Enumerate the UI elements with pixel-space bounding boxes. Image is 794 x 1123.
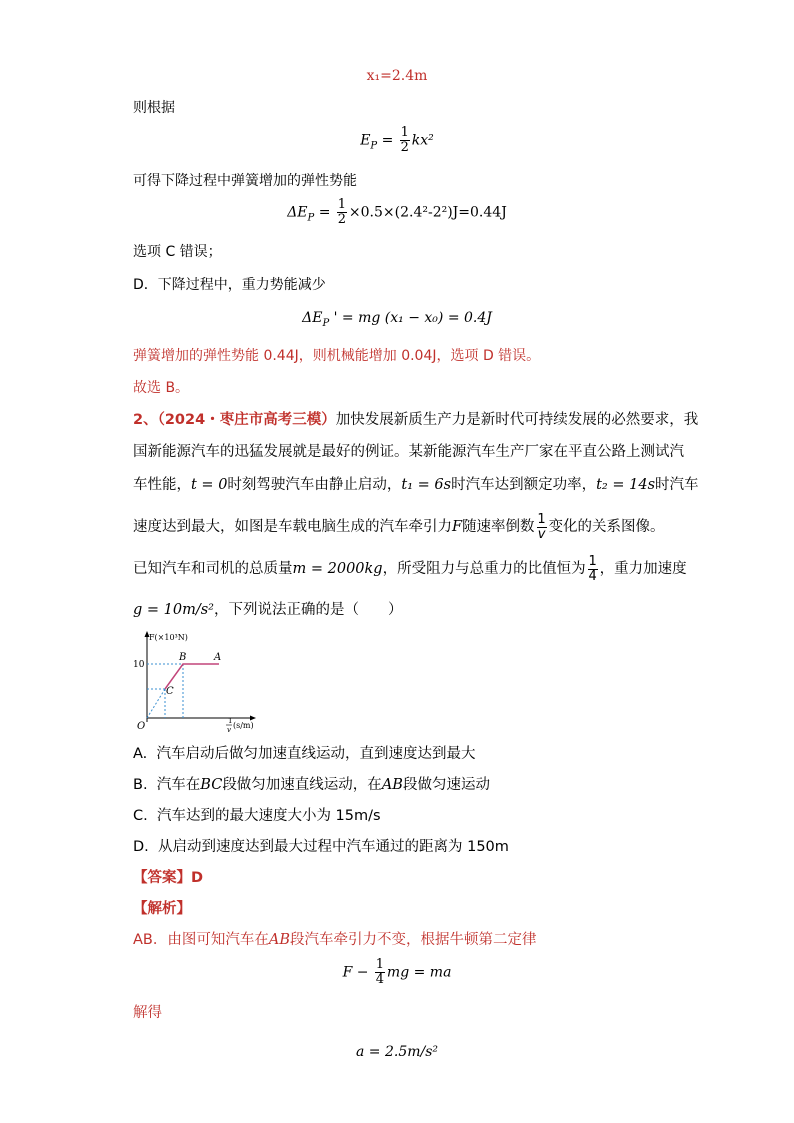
- point-c-label: C: [166, 686, 174, 697]
- origin-label: O: [137, 721, 146, 732]
- answer: 【答案】D: [133, 870, 204, 886]
- text-jiede: 解得: [133, 1005, 162, 1021]
- x1-result: x₁=2.4m: [366, 68, 428, 84]
- fraction: $\frac{1}{4}$: [375, 957, 385, 987]
- point-a-label: A: [214, 652, 222, 663]
- y-axis-label: F(×10³N): [149, 633, 188, 642]
- question-line-5: 已知汽车和司机的总质量m = 2000kg，所受阻力与总重力的比值恒为 $\frac{1}{4}$ ，重力加速度: [133, 553, 687, 584]
- question-line-2: 国新能源汽车的迅猛发展就是最好的例证。某新能源汽车生产厂家在平直公路上测试汽: [133, 444, 684, 460]
- fraction: $\frac{1}{2}$: [337, 197, 347, 227]
- text-conclusion: 弹簧增加的弹性势能 0.44J，则机械能增加 0.04J，选项 D 错误。: [133, 348, 541, 364]
- question-source: （2024・枣庄市高考三模）: [157, 412, 336, 428]
- option-d[interactable]: D. 从启动到速度达到最大过程中汽车通过的距离为 150m: [133, 839, 509, 855]
- x-axis-label-num: 1: [228, 717, 233, 725]
- x-axis-unit: (s/m): [233, 721, 254, 730]
- fraction-1-over-4: $\frac{1}{4}$: [588, 553, 597, 584]
- force-vs-inverse-speed-graph: [132, 630, 262, 735]
- formula-delta-ep-prime: $\Delta E_P$ ' = mg (x₁ − x₀) = 0.4J: [302, 310, 492, 329]
- x-axis-arrow: [250, 716, 256, 721]
- text-ze-genju: 则根据: [133, 100, 175, 116]
- fraction: $\frac{1}{2}$: [400, 125, 409, 155]
- x-axis-label-den: v: [227, 726, 231, 734]
- question-line-1: 2、（2024・枣庄市高考三模）加快发展新质生产力是新时代可持续发展的必然要求，我: [133, 412, 699, 428]
- origin-to-c-dashed: [147, 689, 165, 718]
- formula-ep: $E_P$ = $\frac{1}{2}$ kx²: [360, 125, 434, 155]
- fraction-1-over-v: $\frac{1}{v}$: [537, 511, 546, 542]
- analysis-title: 【解析】: [133, 901, 191, 917]
- question-line-4: 速度达到最大，如图是车载电脑生成的汽车牵引力F随速率倒数 $\frac{1}{v}$ 变化的关系图像。: [133, 511, 665, 542]
- question-line-6: g = 10m/s²，下列说法正确的是（ ）: [133, 602, 403, 618]
- question-number: 2、: [133, 412, 158, 428]
- option-a[interactable]: A. 汽车启动后做匀加速直线运动，直到速度达到最大: [133, 746, 476, 762]
- option-c[interactable]: C. 汽车达到的最大速度大小为 15m/s: [133, 808, 381, 824]
- option-b[interactable]: B. 汽车在BC段做匀加速直线运动，在AB段做匀速运动: [133, 777, 490, 793]
- analysis-ab: AB．由图可知汽车在AB段汽车牵引力不变，根据牛顿第二定律: [133, 932, 537, 948]
- y-tick-10: 10: [133, 660, 145, 670]
- text-choose-b: 故选 B。: [133, 380, 190, 396]
- text-elastic-desc: 可得下降过程中弹簧增加的弹性势能: [133, 173, 357, 189]
- question-line-3: 车性能，t = 0时刻驾驶汽车由静止启动，t₁ = 6s时汽车达到额定功率，t₂ = 14s时汽车: [133, 477, 699, 493]
- text-option-d-intro: D．下降过程中，重力势能减少: [133, 277, 326, 293]
- formula-accel: a = 2.5m/s²: [355, 1044, 439, 1060]
- formula-delta-ep: $\Delta E_P$ = $\frac{1}{2}$ ×0.5×(2.4²-2²)J=0.44J: [287, 197, 507, 227]
- formula-newton: F − $\frac{1}{4}$ mg = ma: [342, 957, 452, 987]
- text-option-c: 选项 C 错误；: [133, 244, 222, 260]
- point-b-label: B: [179, 652, 187, 663]
